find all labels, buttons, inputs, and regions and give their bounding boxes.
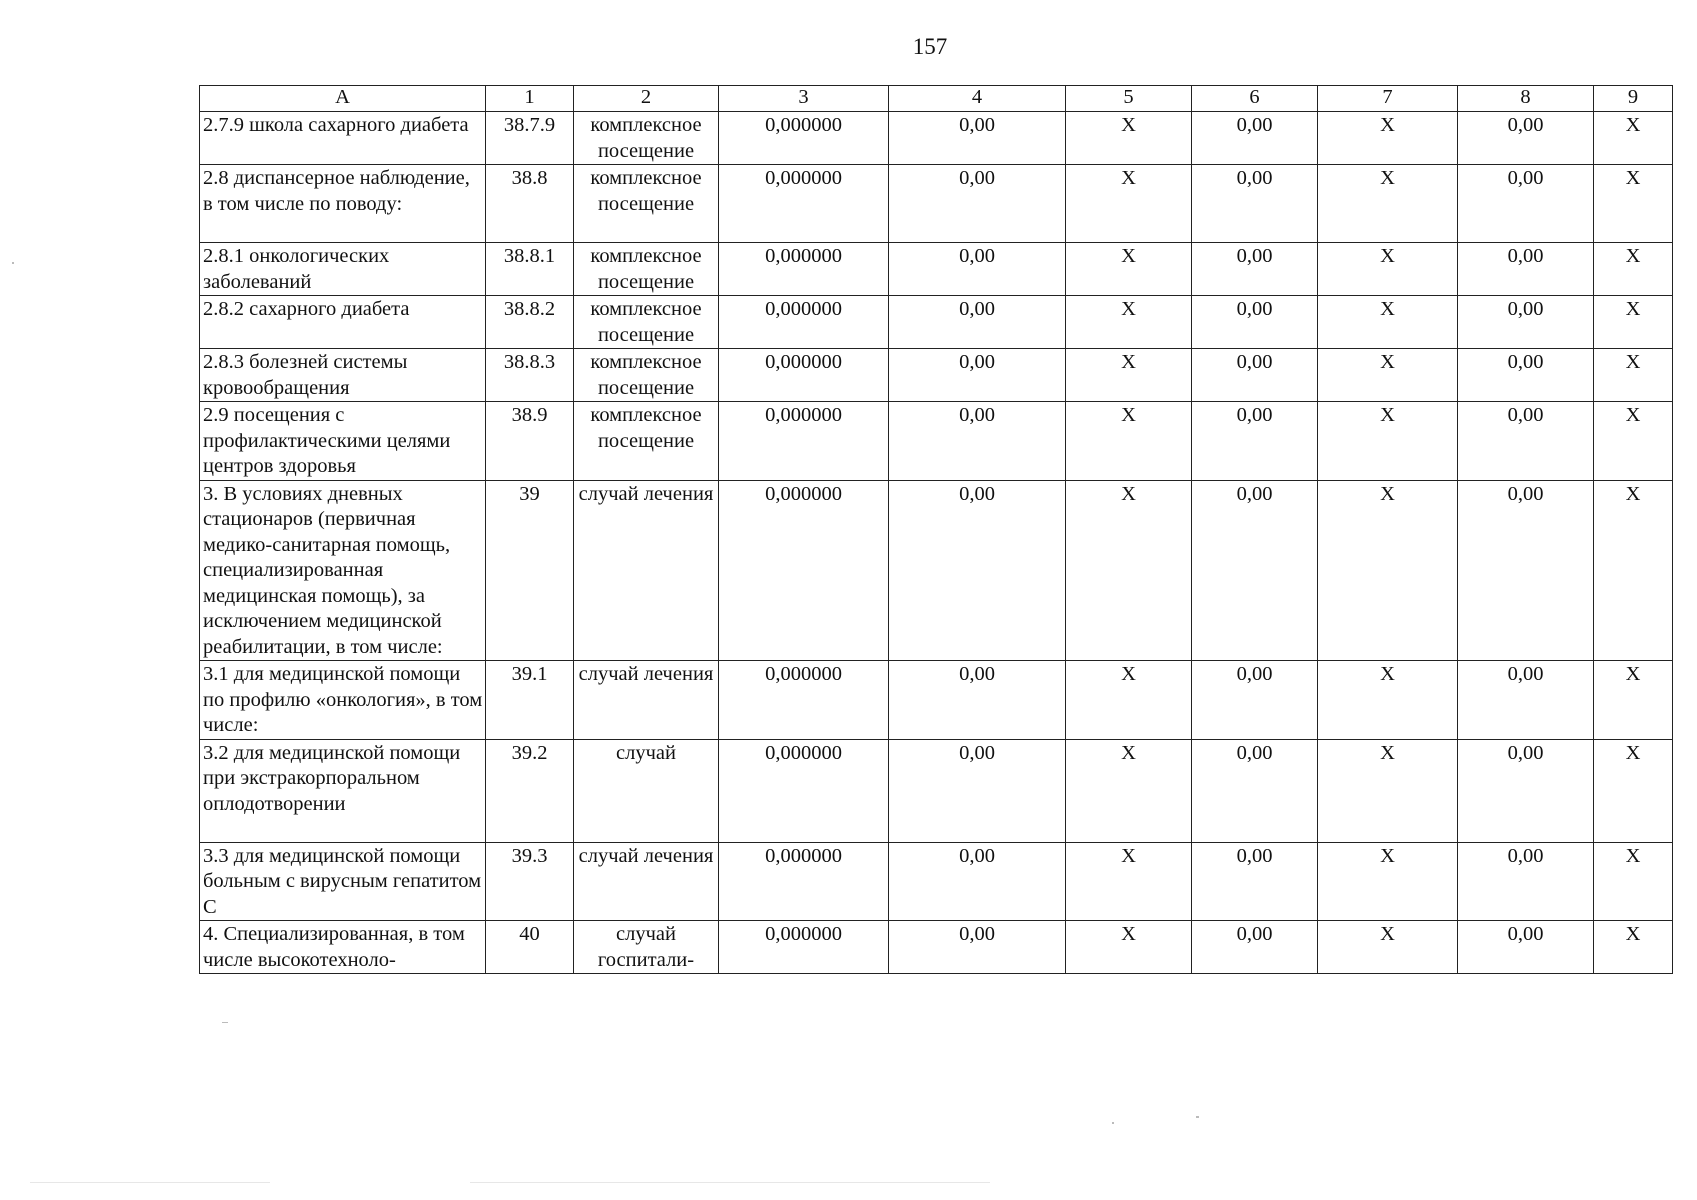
row-label: 4. Специализированная, в том числе высокотехноло- (200, 921, 486, 974)
row-code: 40 (486, 921, 574, 974)
row-value-8: 0,00 (1458, 243, 1594, 296)
row-unit: комплексное посещение (574, 402, 719, 481)
scan-speck (12, 262, 14, 264)
row-code: 38.7.9 (486, 112, 574, 165)
table-row (200, 349, 1673, 402)
row-value-6: 0,00 (1192, 842, 1318, 921)
row-value-9: Х (1594, 921, 1673, 974)
row-code: 38.8.3 (486, 349, 574, 402)
row-value-5: Х (1066, 661, 1192, 740)
table-row (200, 661, 1673, 740)
row-value-4: 0,00 (889, 349, 1066, 402)
row-value-7: Х (1318, 165, 1458, 243)
row-value-6: 0,00 (1192, 480, 1318, 661)
row-label: 3.3 для медицинской помощи больным с вирусным гепатитом С (200, 842, 486, 921)
row-value-7: Х (1318, 739, 1458, 842)
row-value-3: 0,000000 (719, 921, 889, 974)
row-value-5: Х (1066, 349, 1192, 402)
row-label: 3. В условиях дневных стационаров (первичная медико-санитарная помощь, специализированная медицинская помощь), за исключением медицинской реабилитации, в том числе: (200, 480, 486, 661)
row-value-9: Х (1594, 402, 1673, 481)
row-unit: случай госпитали- (574, 921, 719, 974)
row-value-4: 0,00 (889, 112, 1066, 165)
row-value-9: Х (1594, 296, 1673, 349)
row-code: 38.8.2 (486, 296, 574, 349)
row-value-6: 0,00 (1192, 165, 1318, 243)
scan-speck (1112, 1122, 1114, 1124)
row-value-3: 0,000000 (719, 165, 889, 243)
header-cell-6: 6 (1192, 86, 1318, 112)
header-cell-8: 8 (1458, 86, 1594, 112)
row-code: 39.3 (486, 842, 574, 921)
row-value-5: Х (1066, 842, 1192, 921)
header-cell-1: 1 (486, 86, 574, 112)
row-value-3: 0,000000 (719, 112, 889, 165)
row-value-3: 0,000000 (719, 842, 889, 921)
table-row (200, 842, 1673, 921)
row-value-5: Х (1066, 296, 1192, 349)
row-value-8: 0,00 (1458, 296, 1594, 349)
row-value-4: 0,00 (889, 480, 1066, 661)
row-label: 2.9 посещения с профилактическими целями центров здоровья (200, 402, 486, 481)
row-code: 38.8.1 (486, 243, 574, 296)
row-value-3: 0,000000 (719, 480, 889, 661)
row-value-3: 0,000000 (719, 296, 889, 349)
row-label: 2.7.9 школа сахарного диабета (200, 112, 486, 165)
row-value-4: 0,00 (889, 661, 1066, 740)
row-value-9: Х (1594, 739, 1673, 842)
row-value-9: Х (1594, 842, 1673, 921)
row-value-5: Х (1066, 739, 1192, 842)
table-row (200, 921, 1673, 974)
row-unit: случай лечения (574, 842, 719, 921)
row-value-9: Х (1594, 112, 1673, 165)
row-value-6: 0,00 (1192, 112, 1318, 165)
row-value-5: Х (1066, 480, 1192, 661)
row-value-4: 0,00 (889, 739, 1066, 842)
row-value-8: 0,00 (1458, 402, 1594, 481)
row-value-4: 0,00 (889, 921, 1066, 974)
row-value-4: 0,00 (889, 296, 1066, 349)
row-unit: комплексное посещение (574, 243, 719, 296)
row-value-4: 0,00 (889, 842, 1066, 921)
row-value-7: Х (1318, 296, 1458, 349)
row-value-7: Х (1318, 842, 1458, 921)
row-value-4: 0,00 (889, 402, 1066, 481)
scan-speck (1196, 1116, 1199, 1118)
row-value-3: 0,000000 (719, 402, 889, 481)
header-cell-2: 2 (574, 86, 719, 112)
row-value-7: Х (1318, 661, 1458, 740)
row-value-9: Х (1594, 480, 1673, 661)
row-label: 2.8.2 сахарного диабета (200, 296, 486, 349)
row-value-7: Х (1318, 921, 1458, 974)
row-value-3: 0,000000 (719, 349, 889, 402)
row-value-3: 0,000000 (719, 243, 889, 296)
row-value-7: Х (1318, 112, 1458, 165)
row-unit: случай лечения (574, 480, 719, 661)
row-code: 39 (486, 480, 574, 661)
row-value-8: 0,00 (1458, 349, 1594, 402)
row-value-7: Х (1318, 243, 1458, 296)
table-row (200, 243, 1673, 296)
page-number: 157 (912, 34, 948, 59)
row-value-5: Х (1066, 165, 1192, 243)
row-unit: комплексное посещение (574, 112, 719, 165)
row-value-7: Х (1318, 349, 1458, 402)
row-code: 39.1 (486, 661, 574, 740)
row-unit: комплексное посещение (574, 349, 719, 402)
row-value-8: 0,00 (1458, 842, 1594, 921)
header-cell-9: 9 (1594, 86, 1673, 112)
scan-speck (30, 1182, 270, 1183)
table-row (200, 165, 1673, 243)
row-value-5: Х (1066, 921, 1192, 974)
scan-speck (222, 1022, 228, 1023)
row-value-6: 0,00 (1192, 921, 1318, 974)
header-cell-3: 3 (719, 86, 889, 112)
row-value-9: Х (1594, 165, 1673, 243)
row-unit: комплексное посещение (574, 296, 719, 349)
row-unit: комплексное посещение (574, 165, 719, 243)
row-value-8: 0,00 (1458, 739, 1594, 842)
scan-speck (470, 1182, 990, 1183)
row-value-9: Х (1594, 243, 1673, 296)
row-code: 38.9 (486, 402, 574, 481)
row-value-7: Х (1318, 480, 1458, 661)
table-row (200, 480, 1673, 661)
row-value-8: 0,00 (1458, 480, 1594, 661)
row-value-9: Х (1594, 349, 1673, 402)
row-value-4: 0,00 (889, 243, 1066, 296)
header-row (200, 86, 1673, 112)
row-value-6: 0,00 (1192, 349, 1318, 402)
row-unit: случай (574, 739, 719, 842)
row-value-8: 0,00 (1458, 112, 1594, 165)
row-value-3: 0,000000 (719, 739, 889, 842)
row-code: 38.8 (486, 165, 574, 243)
row-value-5: Х (1066, 402, 1192, 481)
table-row (200, 402, 1673, 481)
row-value-3: 0,000000 (719, 661, 889, 740)
row-value-6: 0,00 (1192, 243, 1318, 296)
row-value-5: Х (1066, 243, 1192, 296)
table-row (200, 739, 1673, 842)
row-value-6: 0,00 (1192, 661, 1318, 740)
table-row (200, 112, 1673, 165)
row-label: 3.1 для медицинской помощи по профилю «онкология», в том числе: (200, 661, 486, 740)
row-value-6: 0,00 (1192, 402, 1318, 481)
row-value-8: 0,00 (1458, 661, 1594, 740)
header-cell-a: А (200, 86, 486, 112)
row-value-9: Х (1594, 661, 1673, 740)
row-value-5: Х (1066, 112, 1192, 165)
data-table (199, 85, 1673, 974)
row-value-8: 0,00 (1458, 921, 1594, 974)
row-label: 2.8.1 онкологических заболеваний (200, 243, 486, 296)
row-label: 2.8 диспансерное наблюдение, в том числе по поводу: (200, 165, 486, 243)
header-cell-4: 4 (889, 86, 1066, 112)
row-unit: случай лечения (574, 661, 719, 740)
header-cell-5: 5 (1066, 86, 1192, 112)
row-value-6: 0,00 (1192, 739, 1318, 842)
row-value-6: 0,00 (1192, 296, 1318, 349)
row-value-8: 0,00 (1458, 165, 1594, 243)
row-value-4: 0,00 (889, 165, 1066, 243)
header-cell-7: 7 (1318, 86, 1458, 112)
table-row (200, 296, 1673, 349)
row-label: 2.8.3 болезней системы кровообращения (200, 349, 486, 402)
row-code: 39.2 (486, 739, 574, 842)
row-label: 3.2 для медицинской помощи при экстракорпоральном оплодотворении (200, 739, 486, 842)
row-value-7: Х (1318, 402, 1458, 481)
